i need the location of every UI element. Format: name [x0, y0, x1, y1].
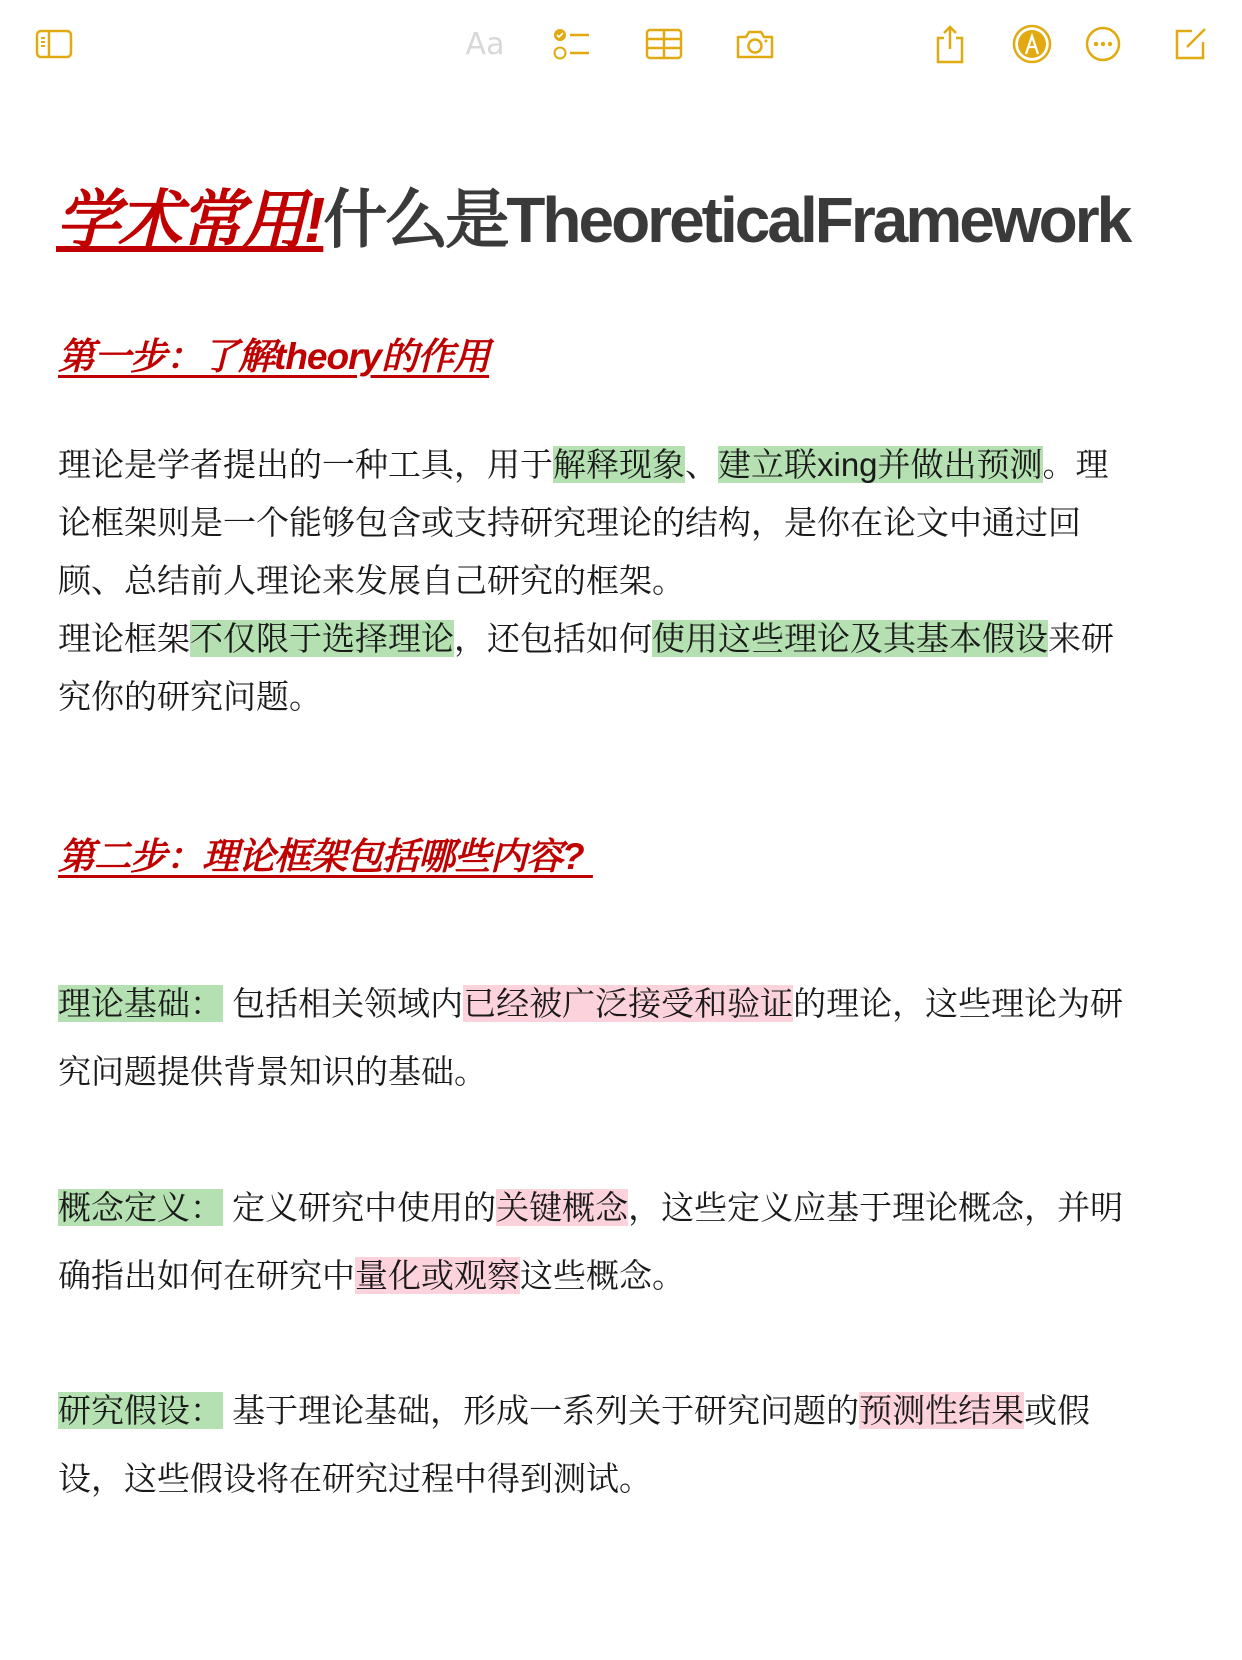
text-line: [58, 668, 1198, 726]
green-highlight: 不仅限于选择理论: [190, 620, 454, 657]
sidebar-icon: [35, 29, 73, 59]
text-segment: 理论框架: [58, 620, 190, 657]
text-line: [58, 970, 1198, 1038]
text-line: [58, 610, 1198, 668]
checklist-button[interactable]: [550, 22, 594, 66]
text-segment: 或假: [1024, 1392, 1091, 1429]
green-highlight: 研究假设：: [58, 1392, 223, 1429]
text-segment: 的理论，这些理论为研: [793, 985, 1124, 1022]
text-line: [58, 1174, 1198, 1242]
compose-button[interactable]: [1168, 22, 1212, 66]
component-concept-definition: [58, 1174, 1198, 1310]
step2-heading: 第二步：理论框架包括哪些内容?: [58, 836, 593, 877]
text-segment: 究你的研究问题。: [58, 678, 322, 715]
text-line: [58, 552, 1198, 610]
component-research-hypothesis: [58, 1377, 1198, 1513]
green-highlight: 理论基础：: [58, 985, 223, 1022]
step1-heading: 第一步：了解theory的作用: [58, 336, 490, 377]
component-theoretical-foundation: [58, 970, 1198, 1106]
text-segment: 理论是学者提出的一种工具，用于: [58, 446, 553, 483]
text-segment: 定义研究中使用的: [223, 1189, 497, 1226]
table-icon: [645, 28, 683, 60]
title-highlight: 学术常用!: [56, 184, 324, 256]
more-button[interactable]: [1081, 22, 1125, 66]
compose-icon: [1172, 26, 1208, 62]
pink-highlight: 量化或观察: [355, 1257, 520, 1294]
text-line: [58, 436, 1198, 494]
format-label: Aa: [465, 26, 505, 62]
more-icon: [1084, 25, 1122, 63]
page-title: [56, 180, 1129, 260]
text-segment: 、: [685, 446, 718, 483]
text-segment: 究问题提供背景知识的基础。: [58, 1053, 487, 1090]
text-segment: 顾、总结前人理论来发展自己研究的框架。: [58, 562, 685, 599]
text-segment: 基于理论基础，形成一系列关于研究问题的: [223, 1392, 860, 1429]
pink-highlight: 已经被广泛接受和验证: [463, 985, 794, 1022]
green-highlight: 建立联xing并做出预测: [718, 446, 1043, 483]
text-line: [58, 1377, 1198, 1445]
text-line: [58, 1445, 1198, 1513]
format-button[interactable]: [460, 22, 510, 66]
green-highlight: 概念定义：: [58, 1189, 223, 1226]
step1-paragraph: [58, 436, 1198, 726]
camera-icon: [735, 28, 775, 60]
checklist-icon: [553, 27, 591, 61]
pink-highlight: 预测性结果: [859, 1392, 1025, 1429]
text-line: [58, 1038, 1198, 1106]
table-button[interactable]: [642, 22, 686, 66]
text-segment: 论框架则是一个能够包含或支持研究理论的结构，是你在论文中通过回: [58, 504, 1081, 541]
text-segment: 。理: [1042, 446, 1109, 483]
share-button[interactable]: [928, 22, 972, 66]
green-highlight: 使用这些理论及其基本假设: [652, 620, 1048, 657]
camera-button[interactable]: [733, 22, 777, 66]
text-segment: ，还包括如何: [454, 620, 652, 657]
pink-highlight: 关键概念: [496, 1189, 629, 1226]
title-main: 什么是TheoreticalFramework: [323, 184, 1130, 256]
markup-icon: [1012, 24, 1052, 64]
text-segment: 这些概念。: [520, 1257, 685, 1294]
text-segment: 来研: [1048, 620, 1114, 657]
text-segment: 包括相关领域内: [223, 985, 464, 1022]
text-segment: 确指出如何在研究中: [58, 1257, 355, 1294]
share-icon: [934, 24, 966, 64]
green-highlight: 解释现象: [553, 446, 685, 483]
sidebar-toggle-button[interactable]: [32, 22, 76, 66]
text-line: [58, 1242, 1198, 1310]
text-segment: 设，这些假设将在研究过程中得到测试。: [58, 1460, 652, 1497]
markup-button[interactable]: [1010, 22, 1054, 66]
text-segment: ，这些定义应基于理论概念，并明: [628, 1189, 1124, 1226]
text-line: [58, 494, 1198, 552]
